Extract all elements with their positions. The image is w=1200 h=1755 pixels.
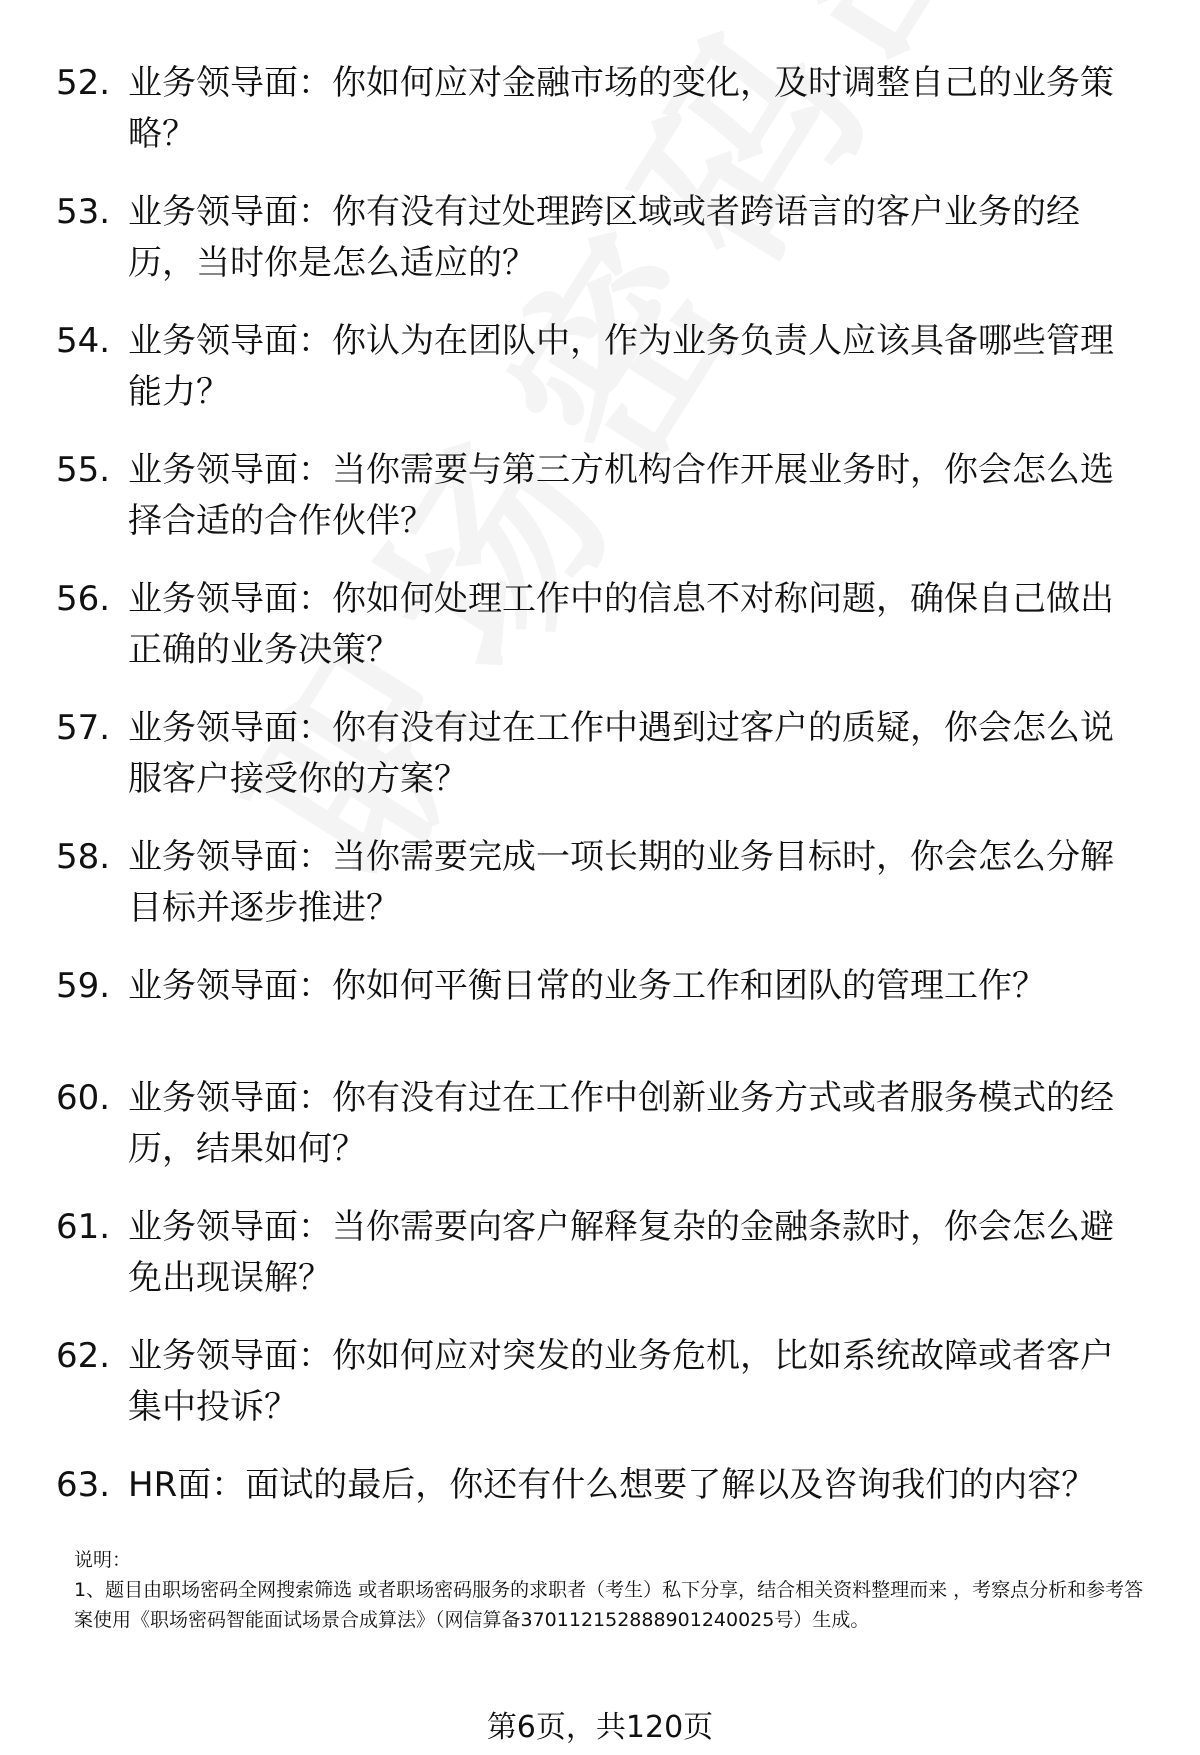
question-text: 业务领导面：你有没有过在工作中创新业务方式或者服务模式的经历，结果如何？ <box>128 1078 1114 1169</box>
notes-item: 1、题目由职场密码全网搜索筛选 或者职场密码服务的求职者（考生）私下分享，结合相关资料整理而来 ，考察点分析和参考答案使用《职场密码智能面试场景合成算法》（网信算备370112152888901240025号）生成。 <box>74 1579 1144 1631</box>
question-text: HR面：面试的最后，你还有什么想要了解以及咨询我们的内容？ <box>128 1465 1096 1505</box>
question-text: 业务领导面：当你需要与第三方机构合作开展业务时，你会怎么选择合适的合作伙伴？ <box>128 450 1114 541</box>
question-number: 62. <box>56 1336 111 1376</box>
question-number: 59. <box>56 966 111 1006</box>
page-number-footer: 第6页，共120页 <box>486 1710 714 1745</box>
question-number: 55. <box>56 450 111 490</box>
question-number: 53. <box>56 192 111 232</box>
question-text: 业务领导面：你如何应对突发的业务危机，比如系统故障或者客户集中投诉？ <box>128 1336 1114 1427</box>
notes-section <box>74 1545 1154 1635</box>
question-text: 业务领导面：你如何平衡日常的业务工作和团队的管理工作？ <box>128 966 1046 1006</box>
notes-heading: 说明： <box>74 1549 132 1571</box>
question-number: 63. <box>56 1465 111 1505</box>
question-text: 业务领导面：你有没有过在工作中遇到过客户的质疑，你会怎么说服客户接受你的方案？ <box>128 708 1114 799</box>
question-text: 业务领导面：你认为在团队中，作为业务负责人应该具备哪些管理能力？ <box>128 321 1114 412</box>
question-number: 56. <box>56 579 111 619</box>
question-number: 61. <box>56 1207 111 1247</box>
question-text: 业务领导面：当你需要完成一项长期的业务目标时，你会怎么分解目标并逐步推进？ <box>128 837 1114 928</box>
question-text: 业务领导面：你如何处理工作中的信息不对称问题，确保自己做出正确的业务决策？ <box>128 579 1114 670</box>
question-number: 54. <box>56 321 111 361</box>
question-number: 57. <box>56 708 111 748</box>
question-text: 业务领导面：当你需要向客户解释复杂的金融条款时，你会怎么避免出现误解？ <box>128 1207 1114 1298</box>
question-number: 52. <box>56 63 111 103</box>
question-number: 60. <box>56 1078 111 1118</box>
question-text: 业务领导面：你如何应对金融市场的变化，及时调整自己的业务策略？ <box>128 63 1114 154</box>
question-number: 58. <box>56 837 111 877</box>
question-text: 业务领导面：你有没有过处理跨区域或者跨语言的客户业务的经历，当时你是怎么适应的？ <box>128 192 1080 283</box>
